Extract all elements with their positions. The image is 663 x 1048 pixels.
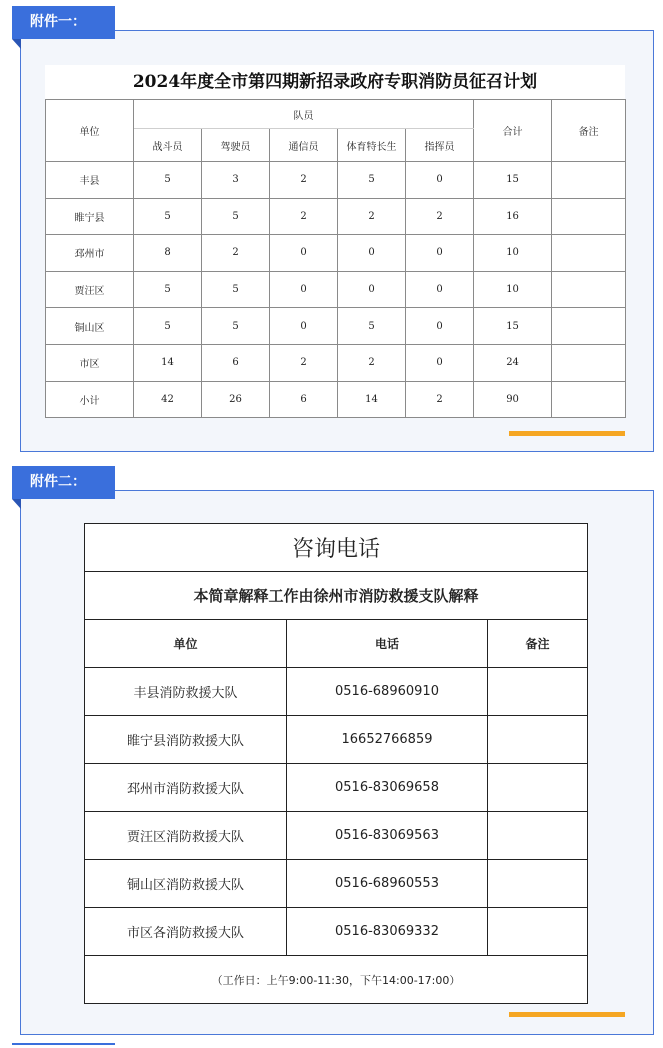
row-value: 3 bbox=[202, 162, 270, 199]
row-value: 5 bbox=[202, 271, 270, 308]
accent-bar bbox=[509, 431, 625, 436]
row-note bbox=[552, 235, 626, 272]
row-value: 0 bbox=[406, 271, 474, 308]
row-value: 2 bbox=[338, 198, 406, 235]
contact-unit: 贾汪区消防救援大队 bbox=[85, 812, 287, 860]
row-note bbox=[552, 198, 626, 235]
table-row bbox=[46, 162, 626, 199]
row-note bbox=[552, 381, 626, 418]
row-value: 0 bbox=[406, 344, 474, 381]
header-comms: 通信员 bbox=[270, 129, 338, 162]
table-row bbox=[85, 908, 588, 956]
working-hours: （工作日：上午9:00-11:30，下午14:00-17:00） bbox=[85, 956, 588, 1004]
row-value: 5 bbox=[134, 271, 202, 308]
row-unit: 小计 bbox=[46, 381, 134, 418]
row-value: 5 bbox=[338, 162, 406, 199]
row-value: 2 bbox=[270, 162, 338, 199]
accent-bar bbox=[509, 1012, 625, 1017]
row-value: 0 bbox=[406, 308, 474, 345]
table-row bbox=[85, 668, 588, 716]
row-value: 2 bbox=[202, 235, 270, 272]
header-note: 备注 bbox=[488, 620, 588, 668]
contact-phone[interactable]: 0516-83069332 bbox=[287, 908, 488, 956]
header-note: 备注 bbox=[552, 100, 626, 162]
row-value: 2 bbox=[270, 344, 338, 381]
row-value: 6 bbox=[270, 381, 338, 418]
row-value: 0 bbox=[270, 271, 338, 308]
table-row bbox=[85, 716, 588, 764]
header-total: 合计 bbox=[474, 100, 552, 162]
contact-note bbox=[488, 812, 588, 860]
row-value: 42 bbox=[134, 381, 202, 418]
row-total: 16 bbox=[474, 198, 552, 235]
table-row bbox=[85, 764, 588, 812]
row-unit: 贾汪区 bbox=[46, 271, 134, 308]
row-unit: 丰县 bbox=[46, 162, 134, 199]
row-value: 2 bbox=[406, 198, 474, 235]
table-row bbox=[46, 271, 626, 308]
header-team: 队员 bbox=[134, 100, 474, 129]
row-value: 0 bbox=[406, 235, 474, 272]
contact-phone[interactable]: 0516-68960553 bbox=[287, 860, 488, 908]
contact-note bbox=[488, 716, 588, 764]
recruitment-plan-table bbox=[45, 99, 626, 418]
contact-title: 咨询电话 bbox=[85, 524, 588, 572]
contact-note bbox=[488, 908, 588, 956]
row-value: 0 bbox=[338, 235, 406, 272]
recruitment-plan bbox=[45, 65, 625, 418]
row-value: 26 bbox=[202, 381, 270, 418]
contact-subtitle: 本简章解释工作由徐州市消防救援支队解释 bbox=[85, 572, 588, 620]
attachment-1-tag: 附件一： bbox=[12, 6, 115, 39]
recruitment-plan-title: 2024年度全市第四期新招录政府专职消防员征召计划 bbox=[132, 72, 538, 92]
row-unit: 市区 bbox=[46, 344, 134, 381]
table-row bbox=[85, 860, 588, 908]
row-value: 2 bbox=[338, 344, 406, 381]
row-value: 6 bbox=[202, 344, 270, 381]
header-driver: 驾驶员 bbox=[202, 129, 270, 162]
row-total: 90 bbox=[474, 381, 552, 418]
contact-note bbox=[488, 860, 588, 908]
contact-unit: 丰县消防救援大队 bbox=[85, 668, 287, 716]
row-unit: 铜山区 bbox=[46, 308, 134, 345]
row-total: 10 bbox=[474, 235, 552, 272]
table-row-subtotal bbox=[46, 381, 626, 418]
header-unit: 单位 bbox=[46, 100, 134, 162]
contact-table bbox=[84, 523, 588, 1004]
attachment-2-tag: 附件二： bbox=[12, 466, 115, 499]
contact-note bbox=[488, 764, 588, 812]
row-note bbox=[552, 308, 626, 345]
row-total: 15 bbox=[474, 308, 552, 345]
contact-phone[interactable]: 0516-83069563 bbox=[287, 812, 488, 860]
row-value: 2 bbox=[406, 381, 474, 418]
contact-phone[interactable]: 16652766859 bbox=[287, 716, 488, 764]
contact-note bbox=[488, 668, 588, 716]
table-row bbox=[46, 308, 626, 345]
contact-phone[interactable]: 0516-68960910 bbox=[287, 668, 488, 716]
contact-unit: 市区各消防救援大队 bbox=[85, 908, 287, 956]
row-value: 0 bbox=[338, 271, 406, 308]
contact-unit: 睢宁县消防救援大队 bbox=[85, 716, 287, 764]
row-unit: 邳州市 bbox=[46, 235, 134, 272]
row-value: 0 bbox=[270, 235, 338, 272]
row-value: 5 bbox=[202, 308, 270, 345]
header-sports: 体育特长生 bbox=[338, 129, 406, 162]
row-value: 0 bbox=[270, 308, 338, 345]
row-value: 8 bbox=[134, 235, 202, 272]
table-row bbox=[46, 344, 626, 381]
header-commander: 指挥员 bbox=[406, 129, 474, 162]
row-total: 15 bbox=[474, 162, 552, 199]
row-value: 5 bbox=[202, 198, 270, 235]
row-value: 5 bbox=[134, 162, 202, 199]
row-value: 14 bbox=[134, 344, 202, 381]
row-value: 5 bbox=[134, 198, 202, 235]
table-row bbox=[46, 198, 626, 235]
row-value: 2 bbox=[270, 198, 338, 235]
row-note bbox=[552, 344, 626, 381]
table-row bbox=[46, 235, 626, 272]
row-value: 5 bbox=[134, 308, 202, 345]
row-total: 24 bbox=[474, 344, 552, 381]
contact-phone[interactable]: 0516-83069658 bbox=[287, 764, 488, 812]
row-total: 10 bbox=[474, 271, 552, 308]
row-unit: 睢宁县 bbox=[46, 198, 134, 235]
bottom-divider bbox=[12, 1043, 115, 1045]
header-combat: 战斗员 bbox=[134, 129, 202, 162]
row-value: 14 bbox=[338, 381, 406, 418]
row-value: 0 bbox=[406, 162, 474, 199]
row-note bbox=[552, 162, 626, 199]
contact-unit: 铜山区消防救援大队 bbox=[85, 860, 287, 908]
contact-unit: 邳州市消防救援大队 bbox=[85, 764, 287, 812]
header-phone: 电话 bbox=[287, 620, 488, 668]
header-unit: 单位 bbox=[85, 620, 287, 668]
table-row bbox=[85, 812, 588, 860]
row-note bbox=[552, 271, 626, 308]
row-value: 5 bbox=[338, 308, 406, 345]
